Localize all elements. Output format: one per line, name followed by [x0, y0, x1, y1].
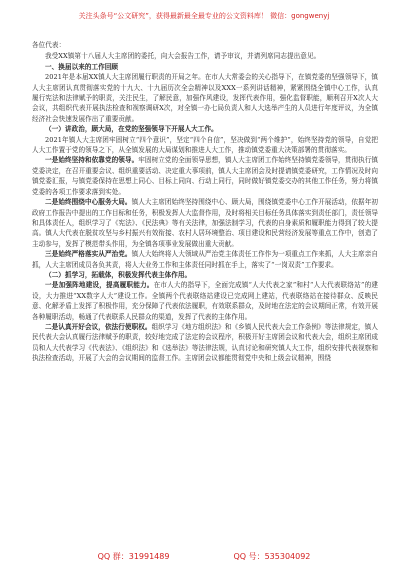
section-heading-review: 一、换届以来的工作回顾: [45, 62, 119, 71]
paragraph-overview: 2021年是本届XX镇人大主席团履行职责的开局之年。在市人大常委会的关心指导下，在镇党委的坚强领导下，镇人大主席团认真贯彻落实党的十九大、十九届历次全会精神以及XXX一系列讲话精神，紧紧围绕全镇中心工作，认真履行宪法和法律赋予的职责，关注民生，了解民意，加强作风建设，发挥代表作用，强化监督职能，顺利召开X次人大会议，共组织代表开展执法检查和视察调研X次，对全镇一办七局负责人和人大选举产生的人员进行年度评议，为全镇经济社会快速发展作出了重要贡献。: [32, 73, 378, 123]
greeting: 各位代表：: [32, 41, 66, 49]
item-body: 组织学习《地方组织法》和《乡镇人民代表大会工作条例》等法律规定，镇人民代表大会认真履行法律赋予的职责，较好地完成了法定的会议程序，积极开好主席团会议和代表大会，组织主席团成员和人大代表学习《代表法》、《组织法》和《选举法》等法律法规，认真讨论和研究镇人大工作，组织安排代表视察和执法检查活动，开展了大会的会议期间的监督工作。主席团会议都能贯彻党中央和上级会议精神，围绕: [32, 322, 378, 363]
top-banner: [0, 0, 408, 34]
item-base-building: [32, 280, 378, 322]
footer-qq-number: QQ 号：535304092: [233, 552, 311, 561]
banner-text: 关注头条号“公文研究”，获得最新最全最专业的公文资料库！ 微信：gongwenyj: [78, 12, 330, 20]
subsection-heading-study: （二）抓学习，拓载体，积极发挥代表主体作用。: [45, 270, 192, 279]
item-body: 在市人大的指导下，全面完成镇“人大代表之家”和村“人大代表联络站”的建设，大力推进“XX数字人大”建设工作。全镇两个代表联络站建设已完成网上建站，代表联络站在接待群众、反映民意、化解矛盾上发挥了积极作用，充分保障了代表依法履职，有效联系群众，及时地在法定的会议期间正常，有效开展各种履职活动，畅通了代表联系人民群众的渠道，发挥了代表的主体作用。: [32, 281, 378, 321]
item-body: 镇人大始终将人大领域从严治党主体责任工作作为一项重点工作来抓，人大主席亲自抓，人大主席团成员各负其责，将人大业务工作和主体责任同时抓在手上，落实了“一岗双责”工作要求。: [32, 250, 378, 269]
item-meetings: [32, 322, 378, 364]
item-party-leadership: [32, 155, 378, 197]
item-heading: 一是始终坚持和依靠党的领导。: [45, 156, 139, 165]
document-body: [32, 40, 378, 364]
item-heading: 二是认真开好会议，依法行使职权。: [45, 322, 152, 331]
footer-contact: [0, 551, 408, 562]
item-strict-governance: [32, 249, 378, 270]
intro-paragraph: 我受XX镇第十八届人大主席团的委托，向大会报告工作，请予审议，并请列席同志提出意见。: [45, 52, 321, 61]
item-body: 牢固树立党的全面领导思想，镇人大主席团工作始终坚持镇党委领导，贯彻执行镇党委决定，在召开重要会议、组织重要活动、决定重大事项前，镇人大主席团会及时提请镇党委研究，工作情况及时向镇党委汇报，与镇党委保持在思想上同心、目标上同向、行动上同行，同时做好镇党委交办的其他工作任务，努力将镇党委的各项工作要求落到实处。: [32, 156, 378, 196]
item-heading: 三是始终严格落实从严治党。: [45, 250, 132, 259]
item-heading: 二是始终围绕中心服务大局。: [45, 198, 132, 207]
paragraph-party-leadership: 2021年镇人大主席团牢固树立“四个意识”，坚定“四个自信”，坚决做到“两个维护”，始终坚持党的领导，自觉把人大工作置于党的领导之下，从全镇发展的大局谋划和推进人大工作，推动镇党委重大决策部署的贯彻落实。: [32, 135, 378, 155]
item-body: 镇人大主席团始终坚持围绕中心、顾大局，围绕镇党委中心工作开展活动，依据年初政府工作报告中提出的工作目标和任务，积极发挥人大监督作用，及时将相关目标任务具体落实到责任部门，责任领导和具体责任人，组织学习了《宪法》、《民法典》等有关法律，加强法制学习，代表的自身素质和履职能力得到了较大提高。镇人大代表在脱贫攻坚与乡村振兴有效衔接、农村人居环境整治、项目建设和民营经济发展等重点工作中，创造了主动参与，发挥了模范带头作用，为全镇各项事业发展做出重大贡献。: [32, 198, 378, 248]
footer-qq-group: QQ 群：31991489: [97, 552, 170, 561]
subsection-heading-politics: （一）讲政治，顾大局，在党的坚强领导下开展人大工作。: [45, 125, 218, 134]
item-serve-center: [32, 197, 378, 249]
item-heading: 一是加强阵地建设，提高履职能力。: [45, 281, 154, 290]
